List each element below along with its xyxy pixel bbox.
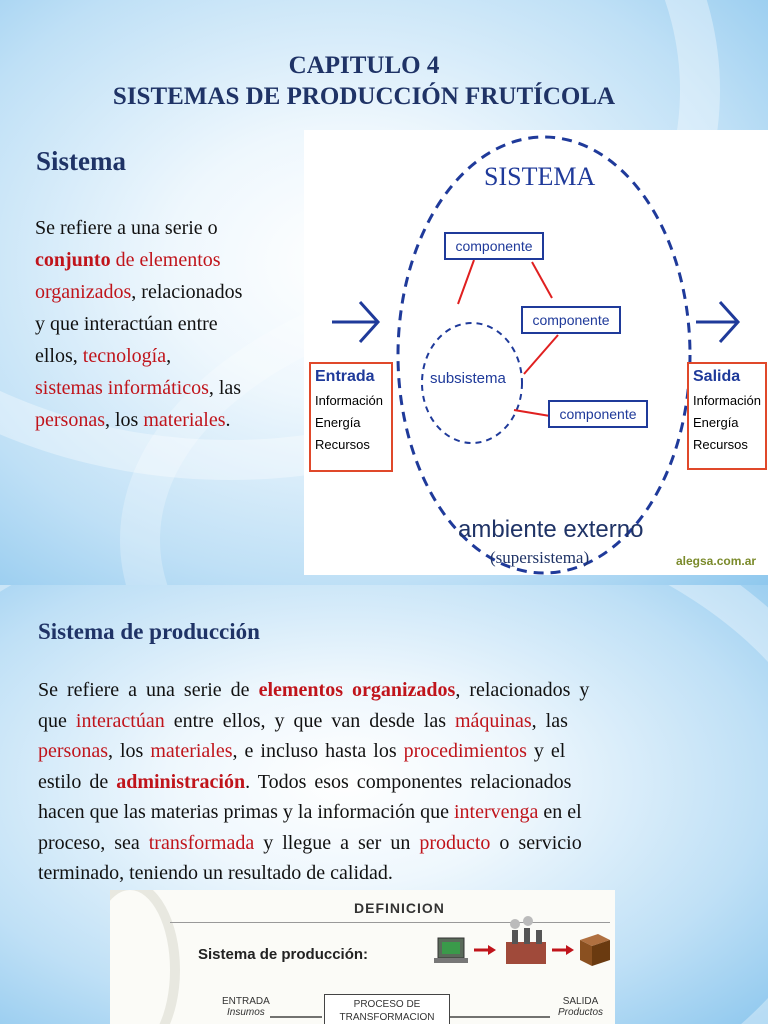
produccion-definition [38, 675, 764, 889]
sistema-definition [35, 212, 305, 436]
text-line: personas, los materiales. [35, 409, 231, 431]
credit-label: alegsa.com.ar [676, 554, 757, 568]
section-heading-sistema: Sistema [36, 146, 126, 176]
computer-icon [434, 938, 468, 963]
text-line: proceso, sea transformada y llegue a ser un producto o servicio [38, 831, 582, 854]
highlight-word: conjunto [35, 249, 111, 271]
salida-item: Recursos [693, 437, 748, 452]
text-line: conjunto de elementos [35, 249, 221, 271]
text-line: personas, los materiales, e incluso hasta los procedimientos y el [38, 740, 566, 762]
salida-title: Salida [693, 368, 741, 385]
entrada-item: Energía [315, 415, 361, 430]
salida-item: Energía [693, 415, 739, 430]
highlight-word: intervenga [453, 801, 539, 823]
system-boundary [398, 137, 690, 573]
text-line: terminado, teniendo un resultado de calidad. [38, 862, 393, 884]
componente-box-2: componente [521, 306, 621, 334]
factory-icon [506, 916, 546, 964]
box-icon [580, 934, 610, 966]
text-line: sistemas informáticos, las [35, 377, 242, 399]
entrada-title: Entrada [315, 368, 375, 385]
input-arrow-icon [332, 302, 378, 342]
arrow-icon [474, 945, 496, 955]
link-line [524, 335, 558, 374]
entrada-box [309, 362, 393, 472]
subsistema-label: subsistema [430, 370, 506, 387]
entrada-item: Información [315, 393, 383, 408]
highlight-word: transformada [148, 831, 255, 854]
title-line-2: SISTEMAS DE PRODUCCIÓN FRUTÍCOLA [112, 83, 616, 110]
highlight-word: materiales [143, 409, 226, 431]
salida-label: SALIDA Productos [558, 996, 604, 1018]
highlight-word: administración [116, 770, 246, 793]
text-line: que interactúan entre ellos, y que van desde las máquinas, las [38, 709, 568, 732]
highlight-word: procedimientos [403, 740, 527, 762]
text-line: Se refiere a una serie de elementos organizados, relacionados y [38, 679, 590, 701]
entrada-label: ENTRADA Insumos [222, 996, 270, 1018]
link-line [514, 410, 550, 416]
componente-box-3: componente [548, 400, 648, 428]
highlight-word: materiales [150, 740, 233, 762]
salida-item: Información [693, 393, 761, 408]
text-line: ellos, tecnología, [35, 345, 172, 367]
production-diagram [110, 890, 615, 1024]
sistema-label: SISTEMA [484, 162, 596, 191]
text-line: organizados, relacionados [35, 281, 243, 303]
text-line: Se refiere a una serie o [35, 217, 218, 239]
chapter-title [0, 50, 728, 112]
sistema-produccion-label: Sistema de producción: [198, 946, 369, 963]
ambiente-externo-label: ambiente externo [458, 516, 644, 543]
highlight-word: personas [38, 740, 108, 762]
slide-2 [0, 585, 768, 1024]
highlight-word: producto [419, 831, 491, 854]
system-diagram [304, 130, 768, 575]
proceso-box: PROCESO DE TRANSFORMACION [324, 994, 450, 1024]
output-arrow-icon [696, 302, 738, 342]
arrow-icon [552, 945, 574, 955]
highlight-word: elementos organizados [258, 679, 456, 701]
entrada-item: Recursos [315, 437, 370, 452]
salida-box [687, 362, 767, 470]
supersistema-label: (supersistema) [490, 548, 590, 567]
system-diagram-graphics [304, 130, 768, 575]
text-line: estilo de administración. Todos esos componentes relacionados [38, 770, 572, 793]
section-heading-sistema-produccion: Sistema de producción [38, 619, 260, 644]
componente-box-1: componente [444, 232, 544, 260]
highlight-word: tecnología [82, 345, 167, 367]
definicion-header: DEFINICION [354, 900, 445, 916]
text-line: y que interactúan entre [35, 313, 218, 335]
highlight-word: organizados [35, 281, 132, 303]
highlight-word: personas [35, 409, 105, 431]
highlight-word: interactúan [75, 709, 165, 732]
link-line [458, 260, 474, 304]
highlight-word: máquinas [455, 709, 532, 732]
text-line: hacen que las materias primas y la información que intervenga en el [38, 801, 582, 823]
title-line-1: CAPITULO 4 [288, 52, 440, 79]
link-line [532, 262, 552, 298]
highlight-word: sistemas informáticos [35, 377, 209, 399]
